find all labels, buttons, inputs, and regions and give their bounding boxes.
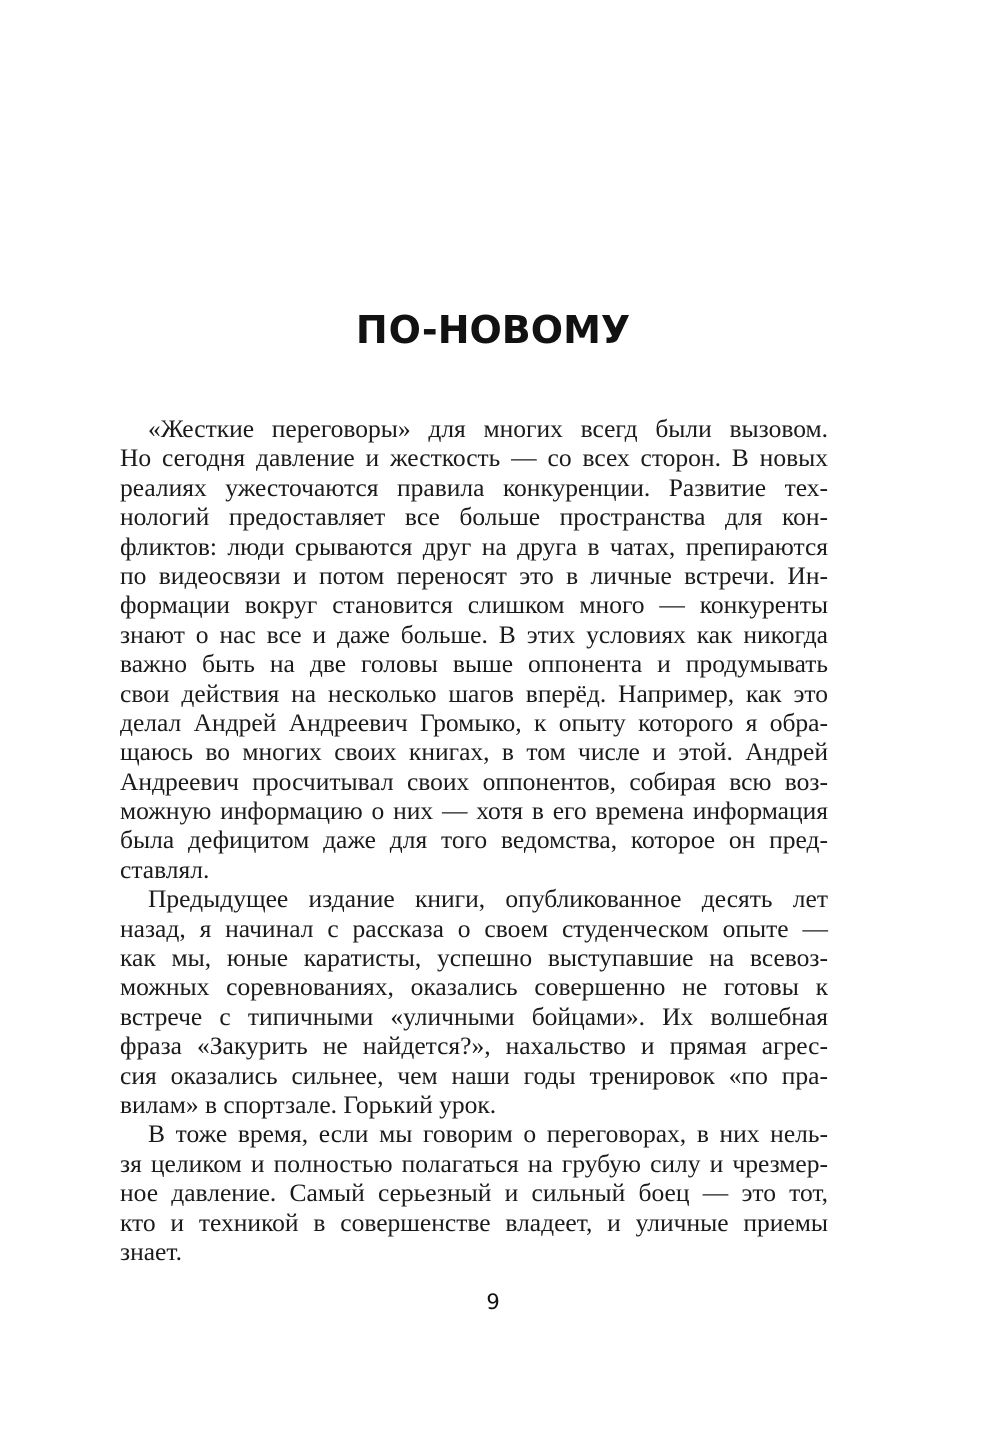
text-line: Андреевич просчитывал своих оппонентов, собирая всю воз- xyxy=(120,766,828,796)
chapter-title-part-1: ПО xyxy=(355,308,422,353)
text-line: «Жесткие переговоры» для многих всегд были вызовом. xyxy=(148,414,828,443)
text-line: важно быть на две головы выше оппонента и продумывать xyxy=(120,649,828,679)
text-line: вилам» в спортзале. Горький урок. xyxy=(120,1089,497,1119)
text-line: формации вокруг становится слишком много — конкуренты xyxy=(120,590,828,620)
text-line: В тоже время, если мы говорим о переговорах, в них нель- xyxy=(148,1119,828,1149)
text-line: встрече с типичными «уличными бойцами». Их волшебная xyxy=(120,1001,828,1031)
text-line: по видеосвязи и потом переносят это в личные встречи. Ин- xyxy=(120,560,828,590)
text-line: делал Андрей Андреевич Громыко, к опыту которого я обра- xyxy=(120,707,828,737)
body-text xyxy=(120,414,828,1266)
chapter-title xyxy=(0,308,986,353)
paragraph-3 xyxy=(120,1119,828,1266)
text-line: свои действия на несколько шагов вперёд. Например, как это xyxy=(120,678,828,708)
text-line: можных соревнованиях, оказались совершенно не готовы к xyxy=(120,972,828,1002)
text-line: фликтов: люди срываются друг на друга в чатах, препираются xyxy=(120,531,828,561)
text-line: ное давление. Самый серьезный и сильный боец — это тот, xyxy=(120,1178,828,1208)
text-line: реалиях ужесточаются правила конкуренции. Развитие тех- xyxy=(120,472,828,502)
text-line: можную информацию о них — хотя в его времена информация xyxy=(120,796,828,826)
text-line: фраза «Закурить не найдется?», нахальство и прямая агрес- xyxy=(120,1031,828,1061)
text-line: назад, я начинал с рассказа о своем студенческом опыте — xyxy=(120,913,828,943)
text-line: щаюсь во многих своих книгах, в том числе и этой. Андрей xyxy=(120,737,828,767)
text-line: ставлял. xyxy=(120,854,210,884)
page-number: 9 xyxy=(486,1290,500,1314)
text-line: сия оказались сильнее, чем наши годы тренировок «по пра- xyxy=(120,1060,828,1090)
paragraph-1 xyxy=(120,414,828,884)
text-line: Предыдущее издание книги, опубликованное десять лет xyxy=(148,884,828,914)
text-line: нологий предоставляет все больше пространства для кон- xyxy=(120,502,828,532)
text-line: была дефицитом даже для того ведомства, которое он пред- xyxy=(120,825,828,855)
text-line: как мы, юные каратисты, успешно выступавшие на всевоз- xyxy=(120,943,828,973)
text-line: знает. xyxy=(120,1236,182,1266)
chapter-title-part-2: -НОВОМУ xyxy=(421,308,631,353)
text-line: знают о нас все и даже больше. В этих условиях как никогда xyxy=(120,619,828,649)
paragraph-2 xyxy=(120,884,828,1119)
text-line: кто и техникой в совершенстве владеет, и уличные приемы xyxy=(120,1207,828,1237)
text-line: зя целиком и полностью полагаться на грубую силу и чрезмер- xyxy=(120,1148,828,1178)
text-line: Но сегодня давление и жесткость — со всех сторон. В новых xyxy=(120,443,828,473)
